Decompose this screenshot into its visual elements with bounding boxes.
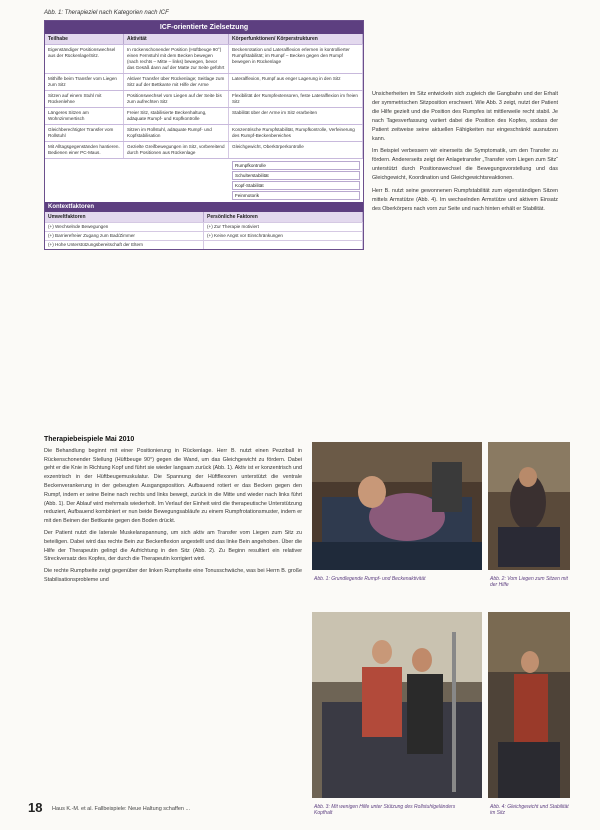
icf-row (45, 73, 363, 90)
right-paragraph: Im Beispiel verbessern wir einerseits die Symptomatik, um den Transfer zu fördern. Andererseits zeigt der Anlagetransfer „Transfer vom Liegen zum Sitz“ unterstützt durch Positionswechsel die Bewegungsvorstellung und das Gleichgewicht, Koordination und Gleichgewichtsreaktionen. (372, 148, 558, 182)
col-aktivitaet: Aktivität (124, 34, 229, 44)
icf-cell: Konzentrische Rumpfstabilität, Rumpfkontrolle, Verfeinerung des Rumpf-Beckenbereiches (229, 125, 363, 141)
therapy-paragraph: Die rechte Rumpfseite zeigt gegenüber der linken Rumpfseite eine Tonusschwäche, was bei Herrn B. große Stabilisationsprobleme und (44, 568, 302, 583)
icf-cell: In rückenschonender Position (Hüftbeuge 90°) einen Fernstuhl mit dem Becken bewegen (nach rechts – Mitte – links) bewegen, bevor das Gesäß dann auf der Matte zur Seite geführt (124, 45, 229, 73)
kontext-rows (45, 222, 363, 249)
kontext-row (45, 240, 363, 249)
table-caption: Abb. 1: Therapieziel nach Kategorien nach ICF (44, 10, 169, 16)
icf-cell: Lateralflexion, Rumpf aus enger Lagerung in den Sitz (229, 74, 363, 90)
kontext-title: Kontextfaktoren (45, 202, 363, 212)
extra-item: Rumpfkontrolle (232, 161, 360, 170)
icf-row (45, 44, 363, 73)
icf-cell: Mit Alltagsgegenständen hantieren. Bedienen einer PC-Maus. (45, 142, 124, 158)
extra-item: Schulterstabilität (232, 171, 360, 180)
extra-item: Kopf-Stabilität (232, 181, 360, 190)
therapy-paragraph: Die Behandlung beginnt mit einer Positionierung in Rückenlage. Herr B. nutzt einen Pezziball in Rückenschonender Stellung (Hüftbeuge 90°) gegen die Wand, um das Gleichgewicht zu fördern. Dabei geht er die Knie in Richtung Kopf und führt sie wieder langsam zurück (Abb. 1). Aktiv ist er konzentrisch und exzentrisch in der Hüftbeugemuskulatur. Die Spannung der Hüftflexoren unterstützt die ventrale Beckenverankerung in der gebeugten Ausgangsposition. Aufbauend rotiert er das Becken gegen den Rumpf, indem er seine Beine nach rechts und links bewegt, zurück in die Mitte und wieder nach links führt (Abb. 1). Der Ablauf wird mehrmals wiederholt. Im Verlauf der Einheit wird die therapeutische Unterstützung reduziert, Aufbauend kombiniert er nun beide Bewegungsabläufe zu einem Rumpfrotationsmuster, indem er mit den Beinen der Bettkante gegen den Boden drückt. (44, 447, 302, 525)
kontext-row (45, 222, 363, 231)
icf-row (45, 107, 363, 124)
icf-rows (45, 44, 363, 158)
icf-row (45, 124, 363, 141)
therapy-heading: Therapiebeispiele Mai 2010 (44, 436, 135, 443)
photo-2 (488, 442, 570, 570)
icf-row (45, 141, 363, 158)
right-paragraph: Unsicherheiten im Sitz entwickeln sich zugleich die Gangbahn und der Erhalt der symmetrischen Sitzposition erschwert. Wie Abb. 3 zeigt, nutzt der Patient die Hilfe gezielt und die Position des Rumpfes ist mittlerweile recht stabil. Je nach Tagesverfassung variiert dabei die Position des Kopfes, sodass der Patient zeitweise seine aktuellen Fähigkeiten nur eingeschränkt ausnutzen kann. (372, 91, 558, 142)
icf-cell: Aktiver Transfer über Rückenlage; Seitlage zum Sitz auf der Bettkante mit Hilfe der Arme (124, 74, 229, 90)
therapy-section (44, 436, 302, 588)
icf-cell: Gezielte Greifbewegungen im Sitz, vorbereitend durch Positionen aus Rückenlage (124, 142, 229, 158)
right-column-text (372, 90, 558, 218)
icf-cell: Längeres Sitzen am Wohnzimmertisch (45, 108, 124, 124)
col-persoenlich: Persönliche Faktoren (204, 212, 363, 222)
page-number: 18 (28, 800, 43, 815)
icf-cell: Gleichgewicht, Oberkörperkontrolle (229, 142, 363, 158)
right-paragraph: Herr B. nutzt seine gewonnenen Rumpfstabilität zum eigenständigen Sitzen mittels Armstütze (Abb. 4). Im wechselnden Armstütze und aktivem Einsatz des Oberkörpers nach vorn zur Seite und nach hinten erhält er Stabilität. (372, 188, 558, 212)
kontext-cell: (+) Hohe Unterstützungsbereitschaft der Eltern (45, 241, 204, 249)
kontext-cell: (+) Zur Therapie motiviert (204, 223, 363, 231)
kontext-cell (204, 241, 363, 249)
extra-items (45, 158, 363, 202)
icf-cell: Freier Sitz, stabilisierte Beckenhaltung, adäquate Rumpf- und Kopfkontrolle (124, 108, 229, 124)
kontext-header (45, 212, 363, 222)
kontext-row (45, 231, 363, 240)
photo-1 (312, 442, 482, 570)
footer-text: Haus K.-M. et al. Fallbeispiele: Neue Haltung schaffen ... (52, 806, 191, 812)
icf-table (44, 20, 364, 250)
icf-cell: Sitzen im Rollstuhl, adäquate Rumpf- und Kopfstabilisation (124, 125, 229, 141)
kontext-cell: (+) Barrierefreier Zugang zum Bad/Zimmer (45, 232, 204, 240)
icf-table-header (45, 34, 363, 44)
photo-2-caption: Abb. 2: Vom Liegen zum Sitzen mit der Hilfe (490, 576, 568, 588)
photo-1-caption: Abb. 1: Grundlegende Rumpf- und Beckenaktivität (314, 576, 426, 582)
icf-cell: Positionswechsel vom Liegen auf der Seite bis zum aufrechten Sitz (124, 91, 229, 107)
col-koerper: Körperfunktionen/ Körperstrukturen (229, 34, 363, 44)
icf-cell: Sitzen auf einem Stuhl mit Rückenlehne (45, 91, 124, 107)
kontext-cell: (+) Keine Angst vor Einschränkungen (204, 232, 363, 240)
icf-cell: Flexibilität der Rumpfextensoren, feste Lateralflexion im freien Sitz (229, 91, 363, 107)
photo-3 (312, 612, 482, 798)
photo-3-caption: Abb. 3: Mit wenigen Hilfe unter Stützung des Rollstuhlgeländers Kopfhalt (314, 804, 456, 816)
icf-cell: Gleichberechtigter Transfer vom Rollstuhl (45, 125, 124, 141)
col-umwelt: Umweltfaktoren (45, 212, 204, 222)
icf-cell: Mithilfe beim Transfer vom Liegen zum Sitz (45, 74, 124, 90)
icf-cell: Eigenständiger Positionswechsel aus der Rückenlage/Sitz. (45, 45, 124, 73)
photo-4-caption: Abb. 4: Gleichgewicht und Stabilität im Sitz (490, 804, 569, 816)
icf-cell: Beckenrotation und Lateralflexion erlernen in kontrollierter Rumpfstabilität; im Rumpf – Becken gegen den Rumpf bewegen in Rückenlage (229, 45, 363, 73)
icf-cell: Stabilität über der Arme im Sitz erarbeiten (229, 108, 363, 124)
kontext-cell: (+) Wechselnde Bewegungen (45, 223, 204, 231)
therapy-paragraph: Der Patient nutzt die laterale Muskelanspannung, um sich aktiv am Transfer vom Liegen zum Sitz zu beteiligen. Dabei wird das rechte Bein zur Beckenflexion angestellt und das linke Bein angehoben. Über die Hilfe der Therapeutin gelingt die Aufrichtung in den Sitz (Abb. 2). Zu Beginn resultiert ein relativer Streckversatz des Kopfes, der durch die Therapeutin korrigiert wird. (44, 529, 302, 563)
photo-4 (488, 612, 570, 798)
extra-item: Feinmotorik (232, 191, 360, 200)
col-teilhabe: Teilhabe (45, 34, 124, 44)
icf-row (45, 90, 363, 107)
icf-table-title: ICF-orientierte Zielsetzung (45, 21, 363, 34)
